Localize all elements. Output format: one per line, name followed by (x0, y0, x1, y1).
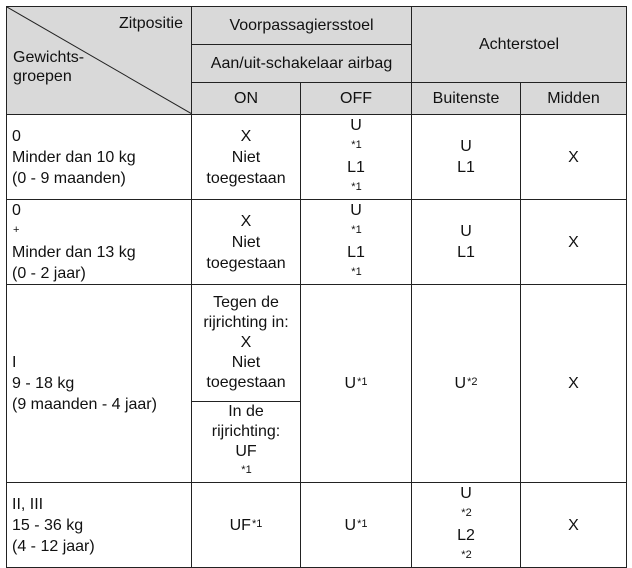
table-row-group-ii-iii (7, 483, 627, 568)
off-header: OFF (301, 83, 412, 115)
on-value: UF $^{*1}$ (235, 443, 257, 476)
on-value: X (240, 212, 252, 230)
seat-suitability-table (6, 6, 627, 568)
forward-label-line1: In de (228, 403, 264, 420)
gewichtsgroepen-label (13, 48, 84, 86)
outer-value-1: U (460, 138, 472, 155)
on-cell: UF$^{*1}$ (192, 483, 301, 568)
footnote-marker: *2 (467, 376, 478, 388)
off-cell: $U^{*1}$ (301, 285, 412, 483)
group-weight: 9 - 18 kg (12, 375, 75, 392)
group-age: (4 - 12 jaar) (12, 537, 95, 555)
rearward-label-line2: rijrichting in: (203, 314, 289, 331)
group-weight: Minder dan 10 kg (12, 148, 136, 166)
weight-group-cell (7, 200, 192, 285)
middle-header: Midden (521, 83, 627, 115)
corner-header-cell (7, 7, 192, 115)
group-weight: Minder dan 13 kg (12, 244, 136, 261)
weight-group-cell (7, 483, 192, 568)
airbag-switch-header: Aan/uit-schakelaar airbag (192, 45, 412, 83)
on-note-line1: Niet (231, 354, 261, 371)
outer-cell (412, 115, 521, 200)
group-age: (0 - 2 jaar) (12, 265, 86, 282)
outer-header: Buitenste (412, 83, 521, 115)
outer-value-2: L2 $^{*2}$ (457, 527, 475, 561)
outer-value-2: L1 (457, 244, 475, 261)
group-age: (9 maanden - 4 jaar) (12, 396, 157, 413)
on-note-line2: toegestaan (206, 374, 286, 391)
seat-suitability-table-container (6, 6, 626, 561)
outer-value-1: U $^{*2}$ (460, 485, 472, 519)
outer-cell (412, 200, 521, 285)
group-name: 0 + (12, 202, 21, 236)
on-value: X (240, 127, 252, 145)
zitpositie-label: Zitpositie (118, 15, 183, 32)
on-cell (192, 200, 301, 285)
front-seat-header: Voorpassagiersstoel (192, 7, 412, 45)
outer-value-1: U (460, 223, 472, 240)
on-cell (192, 115, 301, 200)
on-header: ON (192, 83, 301, 115)
off-cell (301, 115, 412, 200)
footnote-marker: *1 (251, 517, 263, 530)
off-cell (301, 200, 412, 285)
off-value-1: U $^{*1}$ (350, 117, 362, 151)
on-note-line1: Niet (231, 148, 261, 166)
gewichts-label-line2: groepen (13, 68, 72, 85)
table-row-group-0-plus (7, 200, 627, 285)
rearward-label-line1: Tegen de (213, 294, 279, 311)
footnote-marker: *2 (461, 549, 472, 561)
on-note-line2: toegestaan (206, 169, 286, 187)
footnote-marker: *2 (461, 507, 472, 519)
middle-cell: X (521, 200, 627, 285)
middle-cell: X (521, 285, 627, 483)
outer-value-2: L1 (457, 159, 475, 176)
footnote-marker: *1 (241, 464, 252, 476)
table-row-group-0 (7, 115, 627, 200)
middle-cell: X (521, 115, 627, 200)
weight-group-cell (7, 285, 192, 483)
header-row-1 (7, 7, 627, 45)
group-superscript: + (13, 224, 20, 236)
group-name: I (12, 354, 17, 371)
on-note-line2: toegestaan (206, 254, 286, 272)
off-value-1: U $^{*1}$ (350, 202, 362, 236)
gewichts-label-line1: Gewichts- (13, 49, 85, 66)
group-weight: 15 - 36 kg (12, 516, 84, 534)
off-value-2: L1 $^{*1}$ (347, 159, 365, 193)
on-cell-rearward (192, 285, 301, 402)
on-value: X (240, 334, 252, 351)
footnote-marker: *1 (351, 181, 362, 193)
table-row-group-i (7, 285, 627, 402)
off-cell: $U^{*1}$ (301, 483, 412, 568)
forward-label-line2: rijrichting: (211, 423, 281, 440)
footnote-marker: *1 (351, 139, 362, 151)
footnote-marker: *1 (357, 517, 368, 530)
footnote-marker: *1 (357, 376, 368, 388)
group-age: (0 - 9 maanden) (12, 169, 126, 187)
on-cell-forward (192, 402, 301, 483)
on-note-line1: Niet (231, 233, 261, 251)
group-name: 0 (12, 127, 21, 145)
footnote-marker: *1 (351, 266, 362, 278)
middle-cell: X (521, 483, 627, 568)
outer-cell: $U^{*2}$ (412, 285, 521, 483)
outer-cell (412, 483, 521, 568)
footnote-marker: *1 (351, 224, 362, 236)
off-value-2: L1 $^{*1}$ (347, 244, 365, 278)
weight-group-cell (7, 115, 192, 200)
group-name: II, III (12, 495, 44, 513)
rear-seat-header: Achterstoel (412, 7, 627, 83)
